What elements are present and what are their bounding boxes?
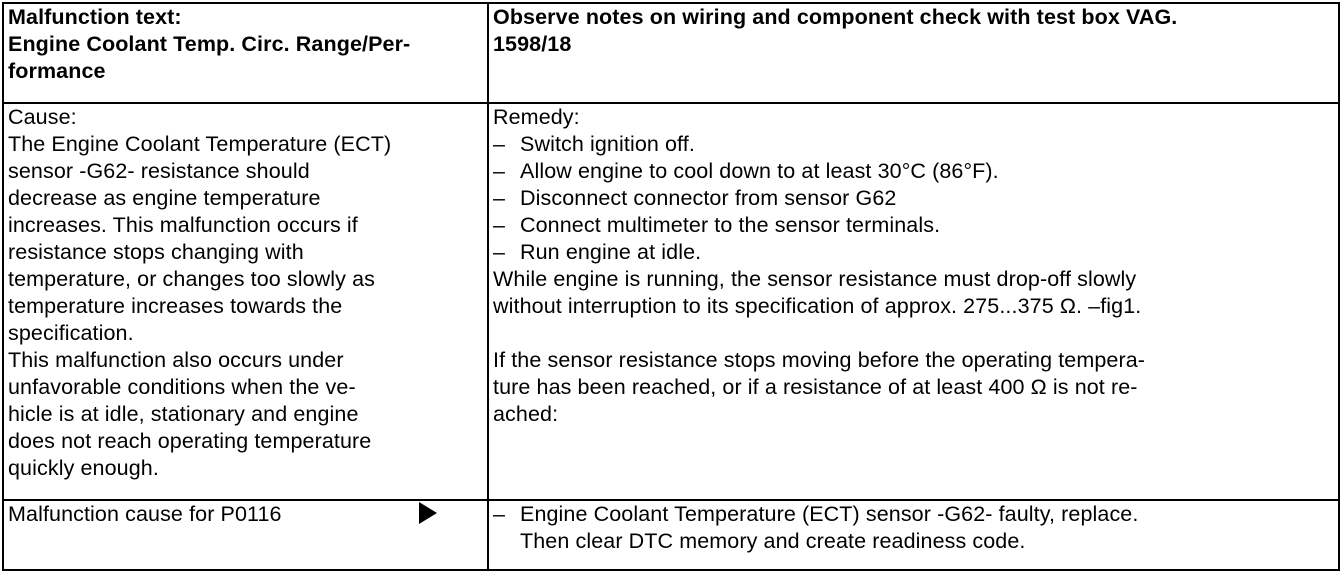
malfunction-text-label: Malfunction text: bbox=[8, 5, 182, 29]
cause-label: Cause: bbox=[8, 105, 77, 129]
cause-remedy-row bbox=[3, 103, 1339, 500]
notes-line-2: 1598/18 bbox=[493, 32, 572, 56]
malfunction-title-line-2: formance bbox=[8, 59, 106, 83]
play-arrow-icon bbox=[419, 502, 437, 524]
remedy-cell bbox=[488, 103, 1339, 500]
cause-line: increases. This malfunction occurs if bbox=[8, 213, 358, 237]
remedy-label: Remedy: bbox=[493, 105, 580, 129]
action-line-2: Then clear DTC memory and create readiness code. bbox=[520, 529, 1026, 553]
remedy-paragraph-line: ture has been reached, or if a resistance of at least 400 Ω is not re- bbox=[493, 375, 1138, 399]
malfunction-text-cell bbox=[3, 3, 488, 103]
remedy-paragraph-line: ached: bbox=[493, 402, 559, 426]
remedy-paragraph-line: While engine is running, the sensor resistance must drop-off slowly bbox=[493, 267, 1137, 291]
remedy-step: – Allow engine to cool down to at least 30°C (86°F). bbox=[493, 159, 999, 183]
cause-line: The Engine Coolant Temperature (ECT) bbox=[8, 132, 392, 156]
remedy-step: – Run engine at idle. bbox=[493, 240, 702, 264]
header-row bbox=[3, 3, 1339, 103]
malfunction-cause-label: Malfunction cause for P0116 bbox=[8, 502, 282, 526]
malfunction-action-cell bbox=[488, 500, 1339, 570]
diagnostic-table bbox=[2, 2, 1340, 571]
cause-line: sensor -G62- resistance should bbox=[8, 159, 310, 183]
cause-line: specification. bbox=[8, 321, 134, 345]
malfunction-cause-row bbox=[3, 500, 1339, 570]
notes-line-1: Observe notes on wiring and component check with test box VAG. bbox=[493, 5, 1178, 29]
action-line-1: – Engine Coolant Temperature (ECT) sensor -G62- faulty, replace. bbox=[493, 502, 1139, 526]
cause-line: quickly enough. bbox=[8, 456, 159, 480]
malfunction-cause-cell bbox=[3, 500, 488, 570]
cause-line: decrease as engine temperature bbox=[8, 186, 321, 210]
malfunction-title-line-1: Engine Coolant Temp. Circ. Range/Per- bbox=[8, 32, 411, 56]
notes-cell bbox=[488, 3, 1339, 103]
cause-line: temperature, or changes too slowly as bbox=[8, 267, 375, 291]
cause-cell bbox=[3, 103, 488, 500]
remedy-step: – Connect multimeter to the sensor terminals. bbox=[493, 213, 941, 237]
cause-line: temperature increases towards the bbox=[8, 294, 343, 318]
remedy-step: – Switch ignition off. bbox=[493, 132, 695, 156]
remedy-paragraph-line: If the sensor resistance stops moving before the operating tempera- bbox=[493, 348, 1146, 372]
remedy-paragraph-line: without interruption to its specification of approx. 275...375 Ω. –fig1. bbox=[493, 294, 1142, 318]
cause-line: does not reach operating temperature bbox=[8, 429, 372, 453]
remedy-step: – Disconnect connector from sensor G62 bbox=[493, 186, 897, 210]
cause-line: unfavorable conditions when the ve- bbox=[8, 375, 356, 399]
cause-line: resistance stops changing with bbox=[8, 240, 304, 264]
cause-line: This malfunction also occurs under bbox=[8, 348, 344, 372]
cause-line: hicle is at idle, stationary and engine bbox=[8, 402, 359, 426]
